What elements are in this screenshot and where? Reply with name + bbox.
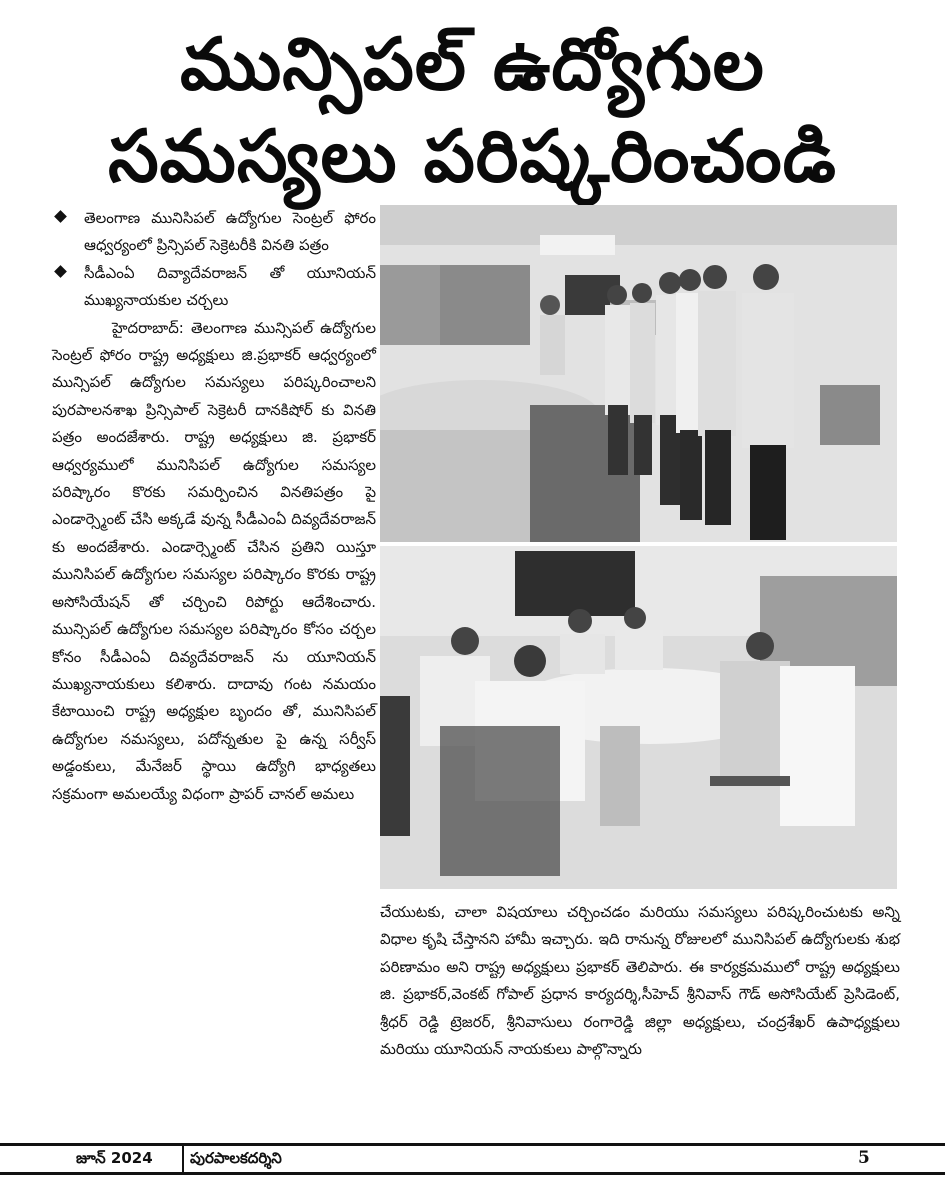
bullet-point: సీడీఎంఏ దివ్యాదేవరాజన్ తో యూనియన్ ముఖ్యనాయకుల చర్చలు (52, 260, 376, 315)
page-number: 5 (858, 1148, 870, 1168)
magazine-name: పురపాలకదర్శిని (190, 1149, 282, 1167)
headline (40, 18, 905, 202)
left-column (52, 205, 376, 808)
footer-divider (182, 1146, 184, 1172)
diamond-bullet-icon (54, 265, 67, 278)
photo-meeting-table (380, 546, 897, 889)
headline-line-1: మున్సిపల్ ఉద్యోగుల (180, 22, 765, 106)
footer-rule-bottom (0, 1172, 945, 1175)
issue-date: జూన్ 2024 (76, 1149, 153, 1167)
diamond-bullet-icon (54, 210, 67, 223)
page-footer (0, 1146, 945, 1172)
bullet-point: తెలంగాణ మునిసిపల్ ఉద్యోగుల సెంట్రల్ ఫోరం ఆధ్వర్యంలో ప్రిన్సిపల్ సెక్రెటరీకి వినతి పత్రం (52, 205, 376, 260)
article-body-left: హైదరాబాద్: తెలంగాణ మున్సిపల్ ఉద్యోగుల సెంట్రల్ ఫోరం రాష్ట్ర అధ్యక్షులు జి.ప్రభాకర్ ఆధ్వర్యంలో మున్సిపల్ ఉద్యోగుల సమస్యలు పరిష్కరించాలని పురపాలనశాఖ ప్రిన్సిపాల్ సెక్రెటరీ దానకిషోర్ కు వినతి పత్రం అందజేశారు. రాష్ట్ర అధ్యక్షులు జి. ప్రభాకర్ ఆధ్వర్యములో మునిసిపల్ ఉద్యోగుల సమస్యల పరిష్కారం కొరకు సమర్పించిన వినతిపత్రం పై ఎండార్స్మెంట్ చేసి అక్కడే వున్న సీడీఎంఏ దివ్యదేవరాజన్ కు అందజేశారు. ఎండార్స్మెంట్ చేసిన ప్రతిని యిస్తూ మునిసిపల్ ఉద్యోగుల సమస్యల పరిష్కారం కొరకు రాష్ట్ర అసోసియేషన్ తో చర్చించి రిపోర్టు ఆదేశించారు. మున్సిపల్ ఉద్యోగుల సమస్యల పరిష్కారం కోసం చర్చల కోనం సీడీఎంఏ దివ్యదేవరాజన్ ను యూనియన్ ముఖ్యనాయకులు కలిశారు. దాదావు గంట నమయం కేటాయించి రాష్ట్ర అధ్యక్షుల బృందం తో, మునిసిపల్ ఉద్యోగుల నమస్యలు, పదోన్నతుల పై ఉన్న సర్వీస్ అడ్డంకులు, మేనేజర్ స్థాయి ఉద్యోగి భాధ్యతలు సక్రమంగా అమలయ్యే విధంగా ప్రాపర్ చానల్ అమలు (52, 318, 376, 803)
article-body-right: చేయుటకు, చాలా విషయాలు చర్చించడం మరియు సమస్యలు పరిష్కరించుటకు అన్ని విధాల కృషి చేస్తానని హామీ ఇచ్చారు. ఇది రానున్న రోజులలో మునిసిపల్ ఉద్యోగులకు శుభ పరిణామం అని రాష్ట్ర అధ్యక్షులు ప్రభాకర్ తెలిపారు. ఈ కార్యక్రమములో రాష్ట్ర అధ్యక్షులు జి. ప్రభాకర్,వెంకట్ గోపాల్ ప్రధాన కార్యదర్శి,సీహెచ్ శ్రీనివాస్ గౌడ్ అసోసియేట్ ప్రెసిడెంట్, శ్రీధర్ రెడ్డి ట్రెజరర్, శ్రీనివాసులు రంగారెడ్డి జిల్లా అధ్యక్షులు, చంద్రశేఖర్ ఉపాధ్యక్షులు మరియు యూనియన్ నాయకులు పాల్గొన్నారు (380, 903, 900, 1059)
photo-petition-handover (380, 205, 897, 542)
headline-line-2: సమస్యలు పరిష్కరించండి (108, 114, 837, 198)
